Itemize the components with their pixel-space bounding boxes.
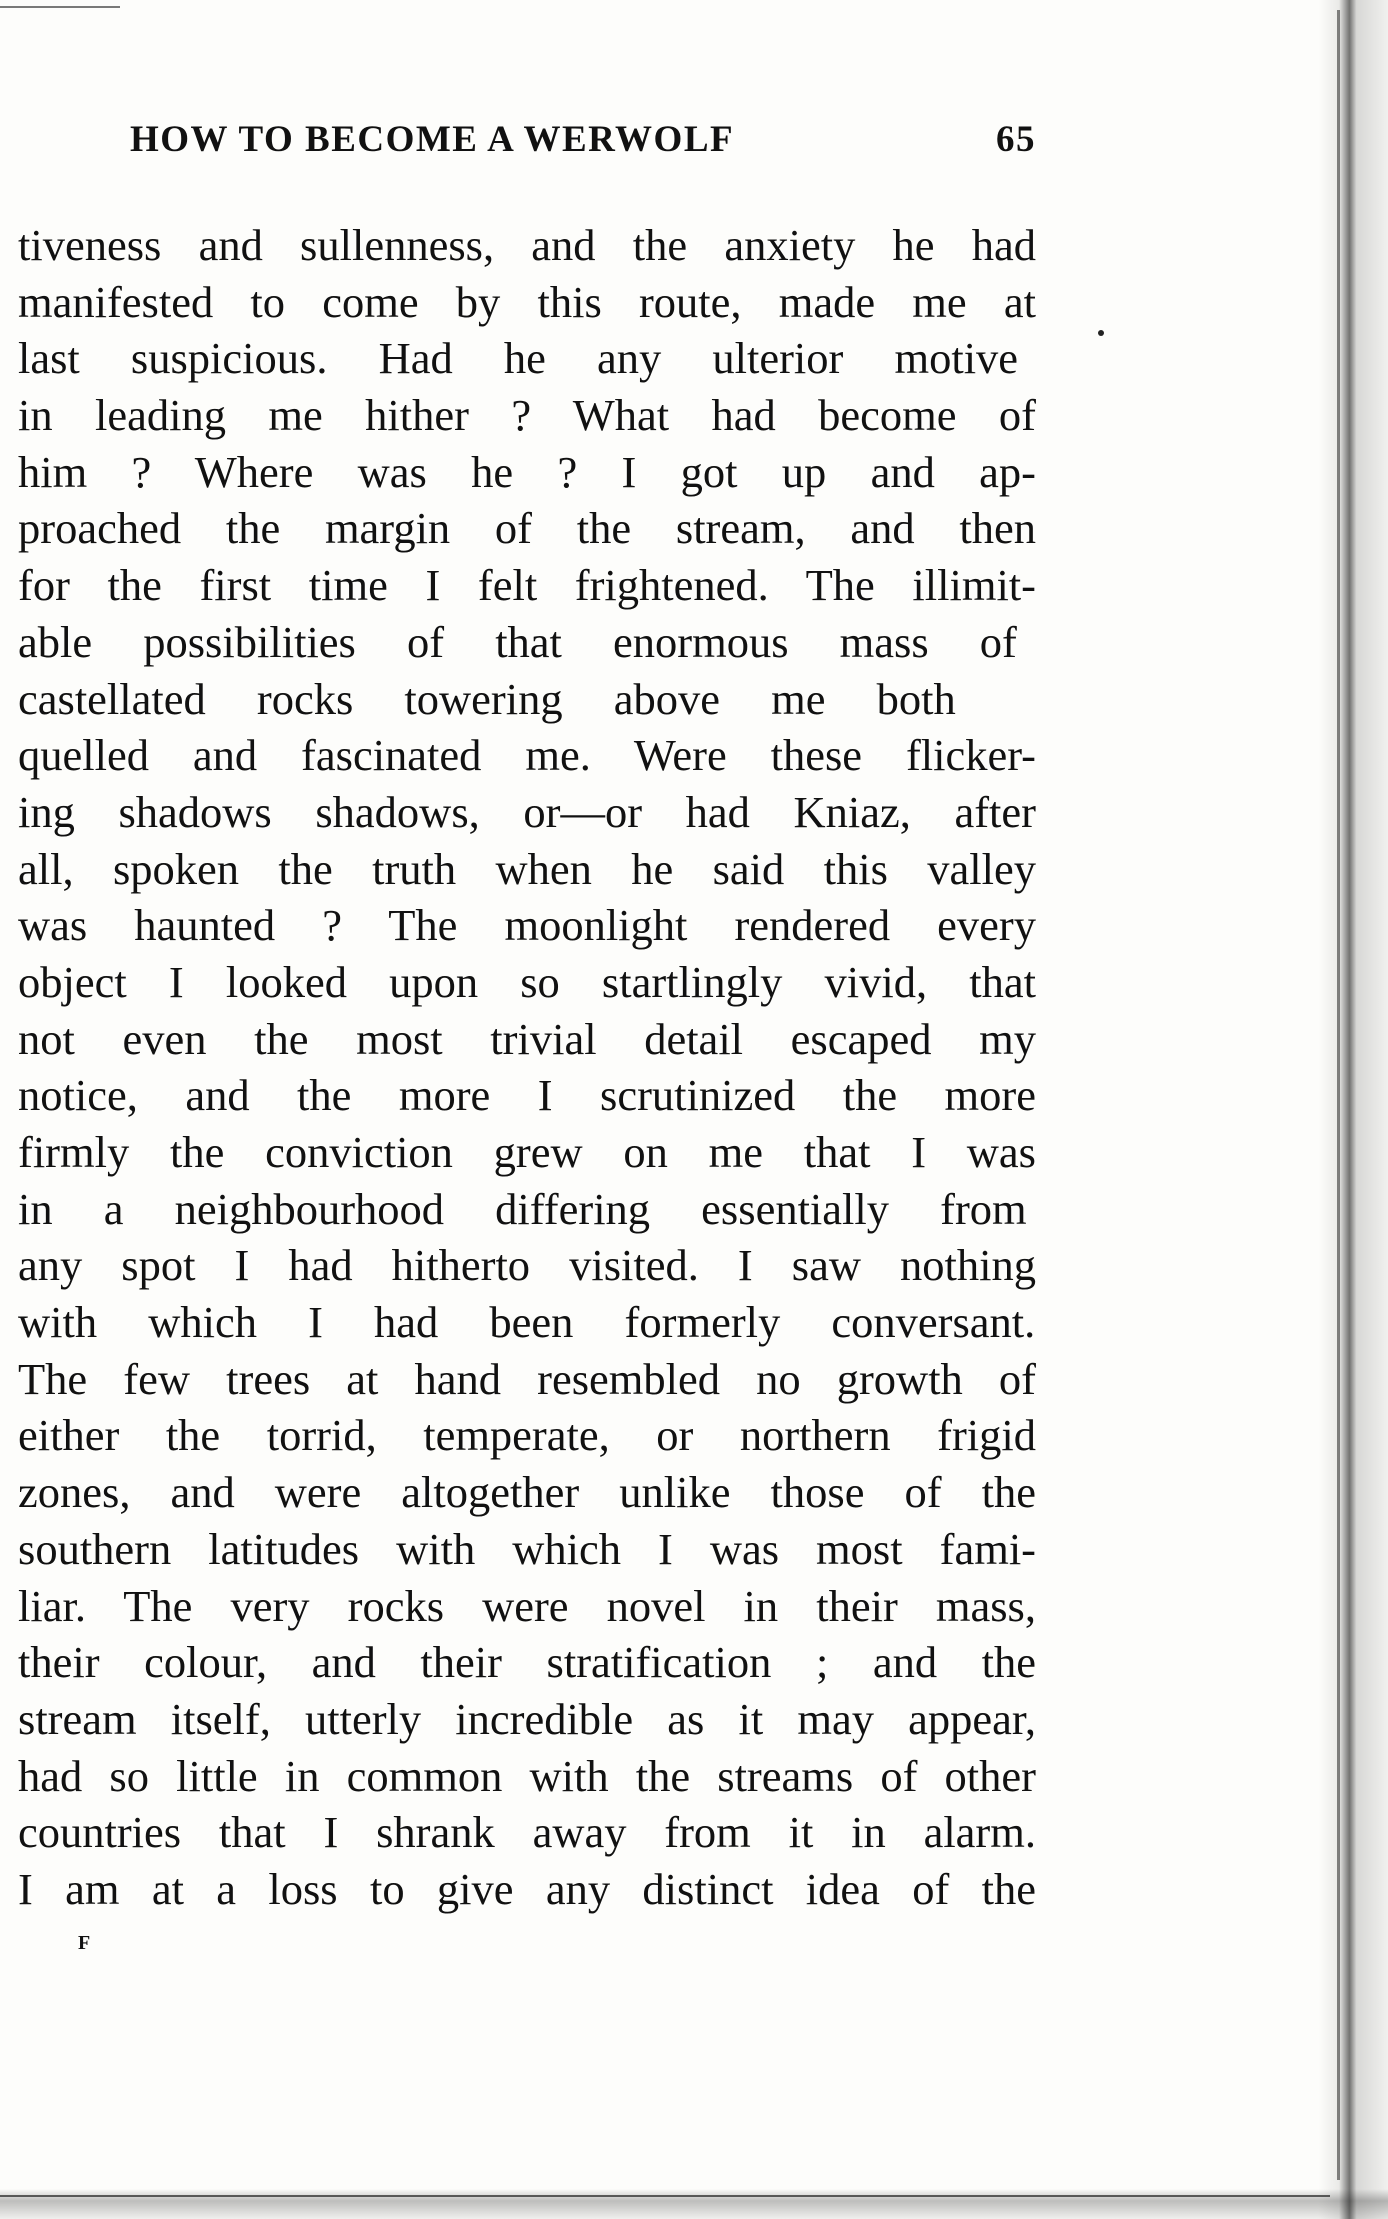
text-line: notice, and the more I scrutinized the more xyxy=(18,1070,1036,1121)
text-line: in leading me hither ? What had become of xyxy=(18,390,1036,441)
signature-mark: F xyxy=(78,1932,91,1954)
text-line: their colour, and their stratification ; and the xyxy=(18,1637,1036,1688)
text-line: quelled and fascinated me. Were these flicker- xyxy=(18,730,1036,781)
text-line: him ? Where was he ? I got up and ap- xyxy=(18,446,1036,497)
page-edge-right xyxy=(1337,10,1340,2180)
text-line: proached the margin of the stream, and then xyxy=(18,503,1036,554)
text-line: stream itself, utterly incredible as it may appear, xyxy=(18,1693,1036,1744)
text-line: with which I had been formerly conversant. xyxy=(18,1297,1036,1348)
text-line: last suspicious. Had he any ulterior motive xyxy=(18,333,1019,384)
text-line: I am at a loss to give any distinct idea of the xyxy=(18,1863,1036,1914)
text-line: countries that I shrank away from it in alarm. xyxy=(18,1807,1036,1858)
text-line: ing shadows shadows, or—or had Kniaz, after xyxy=(18,786,1036,837)
text-line: liar. The very rocks were novel in their mass, xyxy=(18,1580,1036,1631)
text-line: firmly the conviction grew on me that I was xyxy=(18,1127,1036,1177)
text-line: in a neighbourhood differing essentially from xyxy=(18,1183,1027,1234)
text-line: for the first time I felt frightened. The illimit- xyxy=(18,560,1036,611)
ink-speck xyxy=(1098,330,1104,336)
text-line: The few trees at hand resembled no growth of xyxy=(18,1353,1036,1404)
page-number: 65 xyxy=(996,119,1036,160)
text-line: all, spoken the truth when he said this valley xyxy=(18,843,1036,894)
text-line: tiveness and sullenness, and the anxiety he had xyxy=(18,220,1036,270)
page-edge-bottom xyxy=(0,2195,1330,2197)
page-edge-shadow xyxy=(1318,0,1388,2219)
text-line: manifested to come by this route, made me at xyxy=(18,276,1036,327)
running-header xyxy=(130,118,1036,178)
page-edge-bottom-shadow xyxy=(0,2189,1388,2219)
text-line: zones, and were altogether unlike those of the xyxy=(18,1467,1036,1518)
body-text xyxy=(18,217,1036,1918)
text-line: was haunted ? The moonlight rendered every xyxy=(18,900,1036,951)
text-line: object I looked upon so startlingly vivid, that xyxy=(18,956,1036,1007)
text-line: either the torrid, temperate, or northern frigid xyxy=(18,1410,1036,1461)
text-line: had so little in common with the streams of other xyxy=(18,1750,1036,1801)
text-line: castellated rocks towering above me both xyxy=(18,673,956,724)
text-line: not even the most trivial detail escaped my xyxy=(18,1013,1036,1064)
running-title: HOW TO BECOME A WERWOLF xyxy=(130,119,735,160)
text-line: able possibilities of that enormous mass of xyxy=(18,616,1017,667)
page-edge-top xyxy=(0,6,120,8)
text-line: any spot I had hitherto visited. I saw nothing xyxy=(18,1240,1036,1291)
text-line: southern latitudes with which I was most fami- xyxy=(18,1523,1036,1574)
